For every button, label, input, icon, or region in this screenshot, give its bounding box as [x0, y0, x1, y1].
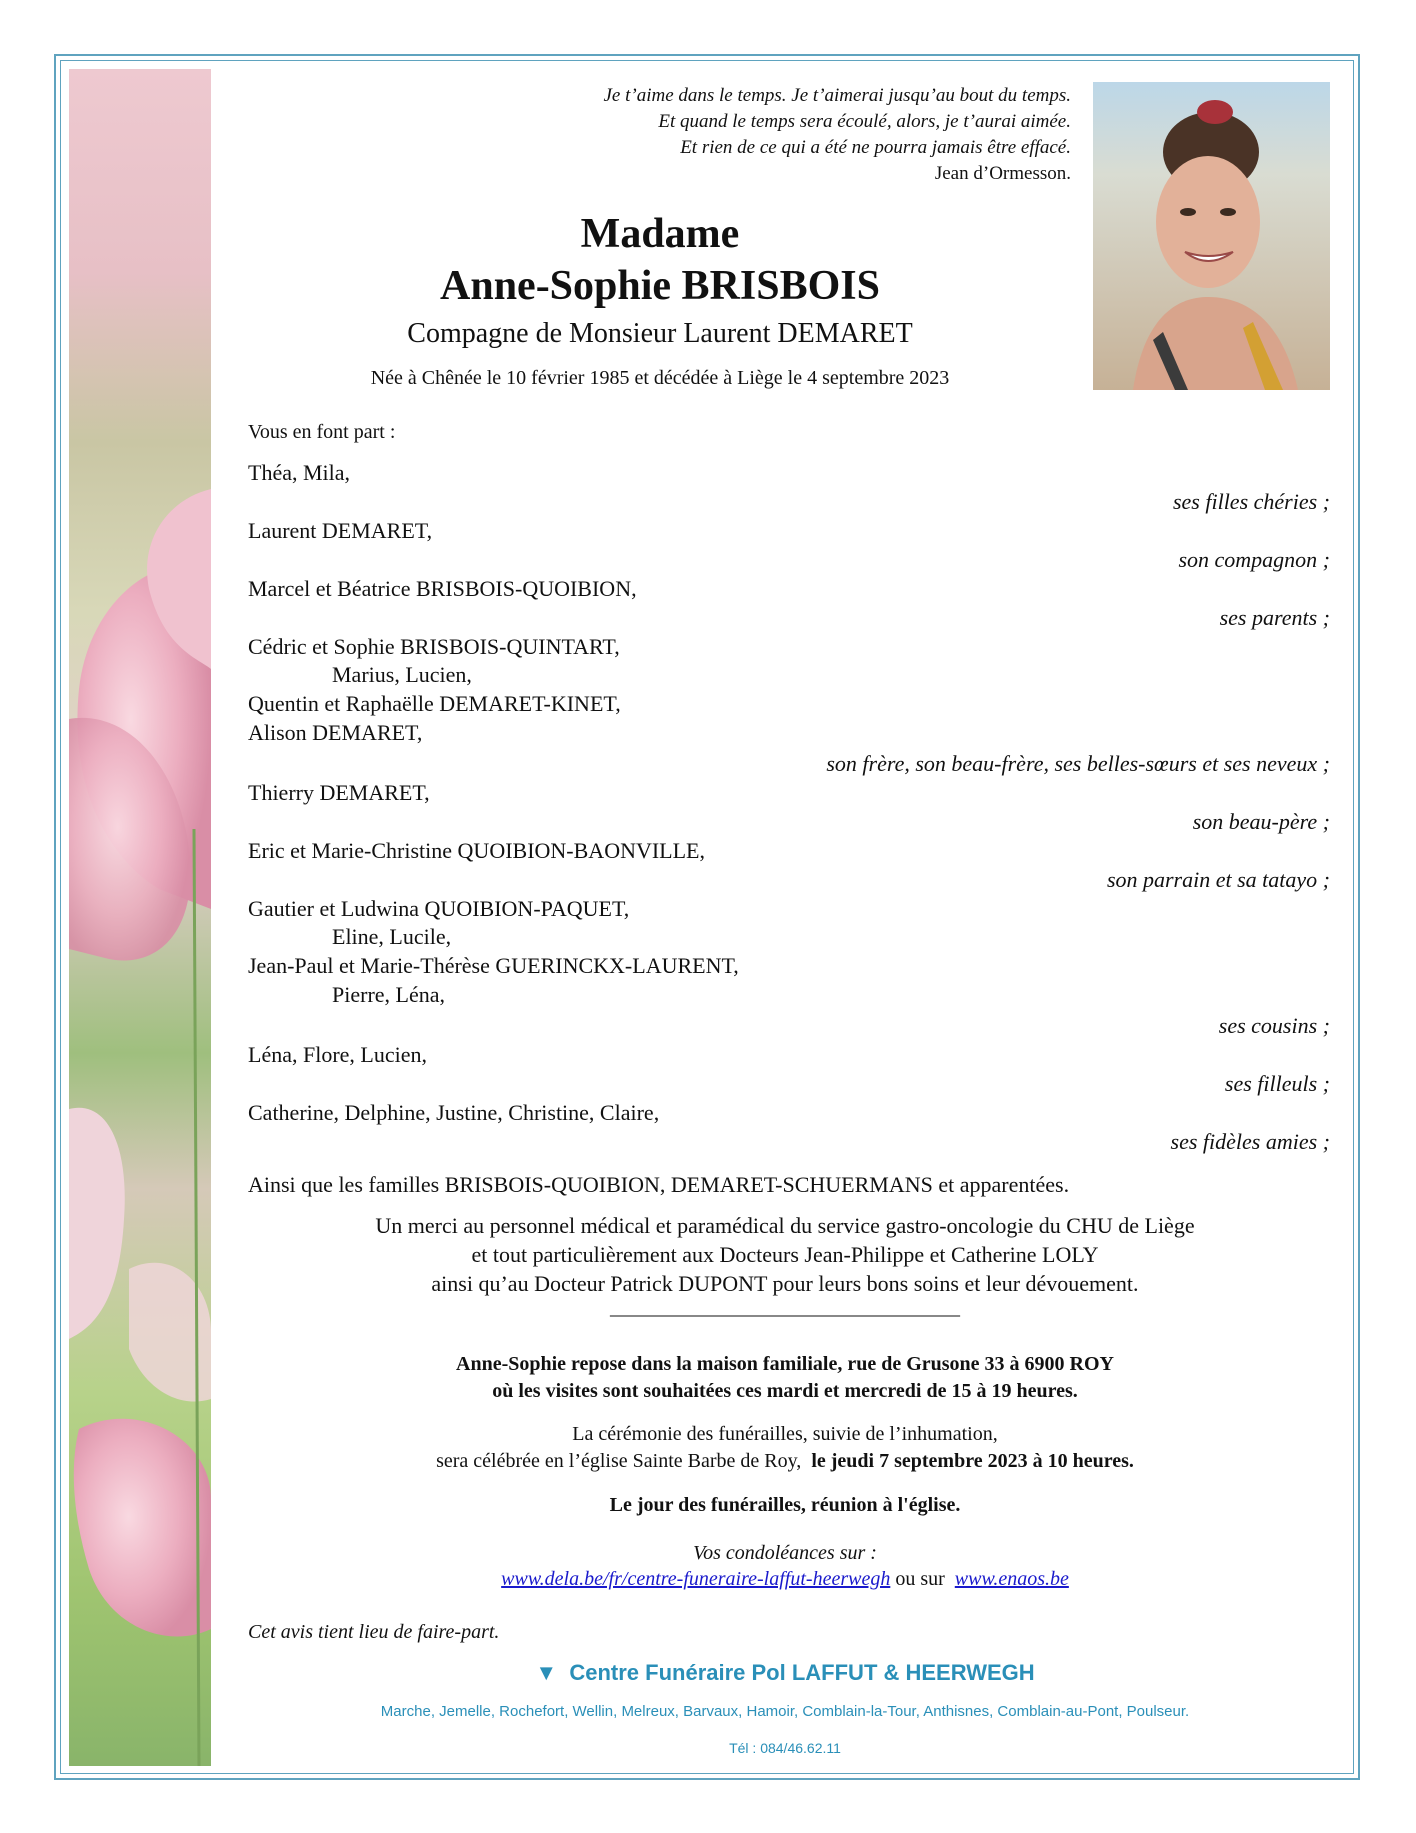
family-name: Léna, Flore, Lucien,	[248, 1042, 427, 1067]
condolences-links	[210, 1568, 1360, 1591]
thanks-line-3: ainsi qu’au Docteur Patrick DUPONT pour leurs bons soins et leur dévouement.	[431, 1271, 1139, 1296]
notice-text: Cet avis tient lieu de faire-part.	[248, 1621, 500, 1643]
title-madame: Madame	[580, 211, 740, 257]
family-name: Eline, Lucile,	[332, 924, 452, 949]
family-role: ses cousins ;	[1218, 1013, 1330, 1038]
families-line: Ainsi que les familles BRISBOIS-QUOIBION, DEMARET-SCHUERMANS et apparentées.	[248, 1172, 1070, 1197]
partner-line: Compagne de Monsieur Laurent DEMARET	[407, 318, 913, 349]
ceremony-line-2	[210, 1450, 1360, 1473]
family-name: Alison DEMARET,	[248, 720, 423, 745]
family-name: Thierry DEMARET,	[248, 780, 430, 805]
family-name: Eric et Marie-Christine QUOIBION-BAONVILLE,	[248, 838, 705, 863]
ceremony-date: le jeudi 7 septembre 2023 à 10 heures.	[811, 1450, 1134, 1472]
thanks-line-2: et tout particulièrement aux Docteurs Jean-Philippe et Catherine LOLY	[471, 1242, 1099, 1267]
ceremony-line-1: La cérémonie des funérailles, suivie de l’inhumation,	[572, 1423, 998, 1445]
birth-death-dates: Née à Chênée le 10 février 1985 et décédée à Liège le 4 septembre 2023	[370, 367, 950, 389]
deceased-name: Anne-Sophie BRISBOIS	[440, 263, 880, 309]
family-name: Gautier et Ludwina QUOIBION-PAQUET,	[248, 896, 630, 921]
family-name: Catherine, Delphine, Justine, Christine, Claire,	[248, 1100, 660, 1125]
quote-line-2: Et quand le temps sera écoulé, alors, je t’aurai aimée.	[658, 111, 1071, 132]
family-role: son frère, son beau-frère, ses belles-sœurs et ses neveux ;	[826, 751, 1330, 776]
family-role: ses parents ;	[1219, 605, 1330, 630]
triangle-down-icon: ▼	[535, 1660, 558, 1685]
ceremony-place: sera célébrée en l’église Sainte Barbe de Roy,	[436, 1450, 802, 1472]
quote-line-1: Je t’aime dans le temps. Je t’aimerai jusqu’au bout du temps.	[603, 85, 1071, 106]
footer-locations: Marche, Jemelle, Rochefort, Wellin, Melreux, Barvaux, Hamoir, Comblain-la-Tour, Anthisnes, Comblain-au-Pont, Poulseur.	[380, 1703, 1190, 1720]
family-name: Laurent DEMARET,	[248, 518, 433, 543]
thanks-line-1: Un merci au personnel médical et paramédical du service gastro-oncologie du CHU de Liège	[375, 1213, 1195, 1238]
condolences-label: Vos condoléances sur :	[693, 1542, 877, 1564]
family-name: Marcel et Béatrice BRISBOIS-QUOIBION,	[248, 576, 637, 601]
quote-line-3: Et rien de ce qui a été ne pourra jamais être effacé.	[680, 137, 1071, 158]
family-role: ses filles chéries ;	[1172, 489, 1330, 514]
repose-line-2: où les visites sont souhaitées ces mardi et mercredi de 15 à 19 heures.	[492, 1380, 1078, 1402]
link-separator: ou sur	[895, 1568, 945, 1590]
family-name: Cédric et Sophie BRISBOIS-QUINTART,	[248, 634, 620, 659]
family-name: Jean-Paul et Marie-Thérèse GUERINCKX-LAURENT,	[248, 953, 739, 978]
family-role: son parrain et sa tatayo ;	[1106, 867, 1330, 892]
separator-line: ___________________________________	[610, 1297, 960, 1319]
family-name: Marius, Lucien,	[332, 662, 472, 687]
family-role: ses fidèles amies ;	[1170, 1129, 1330, 1154]
footer-company-name: Centre Funéraire Pol LAFFUT & HEERWEGH	[569, 1660, 1035, 1685]
family-name: Pierre, Léna,	[332, 982, 445, 1007]
link-enaos[interactable]: www.enaos.be	[954, 1568, 1069, 1590]
footer-phone: Tél : 084/46.62.11	[729, 1740, 841, 1756]
family-role: son beau-père ;	[1192, 809, 1330, 834]
quote-author: Jean d’Ormesson.	[934, 163, 1071, 184]
family-role: son compagnon ;	[1178, 547, 1330, 572]
family-name: Théa, Mila,	[248, 460, 351, 485]
reunion-text: Le jour des funérailles, réunion à l'église.	[609, 1494, 961, 1516]
repose-line-1: Anne-Sophie repose dans la maison familiale, rue de Grusone 33 à 6900 ROY	[456, 1353, 1114, 1375]
family-name: Quentin et Raphaëlle DEMARET-KINET,	[248, 691, 621, 716]
family-role: ses filleuls ;	[1224, 1071, 1330, 1096]
link-dela[interactable]: www.dela.be/fr/centre-funeraire-laffut-heerwegh	[501, 1568, 891, 1590]
footer-company	[210, 1660, 1360, 1686]
intro-text: Vous en font part :	[248, 421, 396, 443]
